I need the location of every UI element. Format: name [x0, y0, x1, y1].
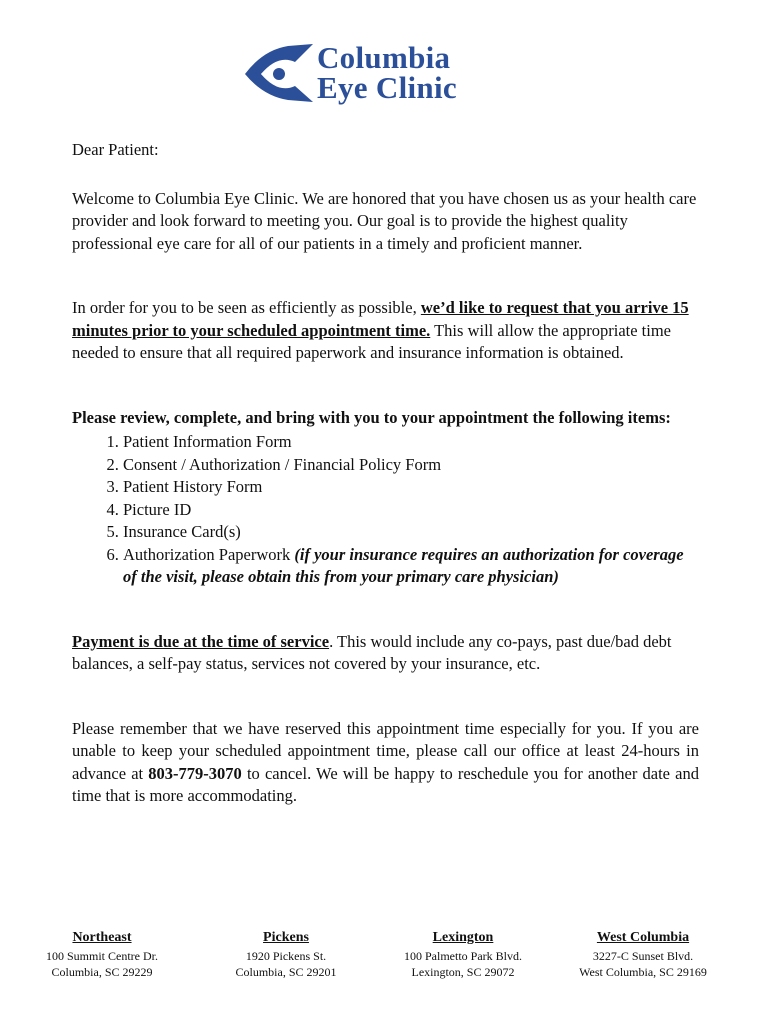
cancellation-text-after: to cancel. We will be happy to reschedule you for another date and time that is more accommodating. — [72, 763, 699, 805]
payment-text: . This would include any co-pays, past due/bad debt balances, a self-pay status, services not covered by your insurance, etc. — [72, 631, 672, 673]
salutation: Dear Patient: — [72, 140, 159, 159]
list-item: 4. Picture ID — [123, 499, 699, 522]
payment-paragraph — [72, 631, 699, 676]
list-item: 2. Consent / Authorization / Financial Policy Form — [123, 454, 699, 477]
location-city: Columbia, SC 29229 — [51, 965, 153, 979]
arrival-text-after: This will allow the appropriate time needed to ensure that all required paperwork and insurance information is obtained. — [72, 320, 672, 362]
arrival-emphasis: we’d like to request that you arrive 15 minutes prior to your scheduled appointment time. — [72, 298, 689, 340]
office-phone: 803-779-3070 — [148, 763, 242, 783]
logo-line-2: Eye Clinic — [317, 70, 457, 105]
location-pickens — [196, 928, 376, 980]
cancellation-paragraph — [72, 718, 699, 808]
cancellation-text-before: Please remember that we have reserved this appointment time especially for you. If you are unable to keep your scheduled appointment time, please call our office at least 24-hours in advance at — [72, 718, 699, 783]
location-city: Columbia, SC 29201 — [235, 965, 337, 979]
list-item — [123, 544, 699, 589]
location-lexington — [373, 928, 553, 980]
location-west-columbia — [553, 928, 733, 980]
list-item: 1. Patient Information Form — [123, 431, 699, 454]
letter-body — [72, 139, 699, 808]
arrival-paragraph — [72, 297, 699, 365]
arrival-text-before: In order for you to be seen as efficiently as possible, — [72, 298, 421, 317]
payment-emphasis: Payment is due at the time of service — [72, 631, 330, 651]
list-item: 3. Patient History Form — [123, 476, 699, 499]
location-name: West Columbia — [596, 930, 690, 945]
location-name: Lexington — [432, 930, 494, 945]
list-item: 5. Insurance Card(s) — [123, 521, 699, 544]
location-address: 100 Summit Centre Dr. — [46, 949, 158, 963]
eye-logo-icon — [243, 40, 319, 106]
required-items-list — [72, 431, 699, 589]
list-item-text: Authorization Paperwork — [123, 544, 295, 564]
authorization-note: (if your insurance requires an authorization for coverage of the visit, please obtain this from your primary care physician) — [123, 544, 684, 586]
review-heading: Please review, complete, and bring with you to your appointment the following items: — [72, 407, 671, 427]
logo-line-1: Columbia — [317, 40, 451, 75]
location-address: 1920 Pickens St. — [245, 949, 327, 963]
location-city: Lexington, SC 29072 — [411, 965, 515, 979]
location-northeast — [12, 928, 192, 980]
location-name: Northeast — [72, 930, 132, 945]
location-city: West Columbia, SC 29169 — [579, 965, 707, 979]
clinic-logo — [243, 40, 503, 106]
location-address: 3227-C Sunset Blvd. — [592, 949, 694, 963]
welcome-paragraph: Welcome to Columbia Eye Clinic. We are honored that you have chosen us as your health care provider and look forward to meeting you. Our goal is to provide the highest quality professional eye care for all of our patients in a timely and proficient manner. — [72, 188, 697, 253]
location-address: 100 Palmetto Park Blvd. — [404, 949, 522, 963]
location-name: Pickens — [263, 930, 309, 945]
